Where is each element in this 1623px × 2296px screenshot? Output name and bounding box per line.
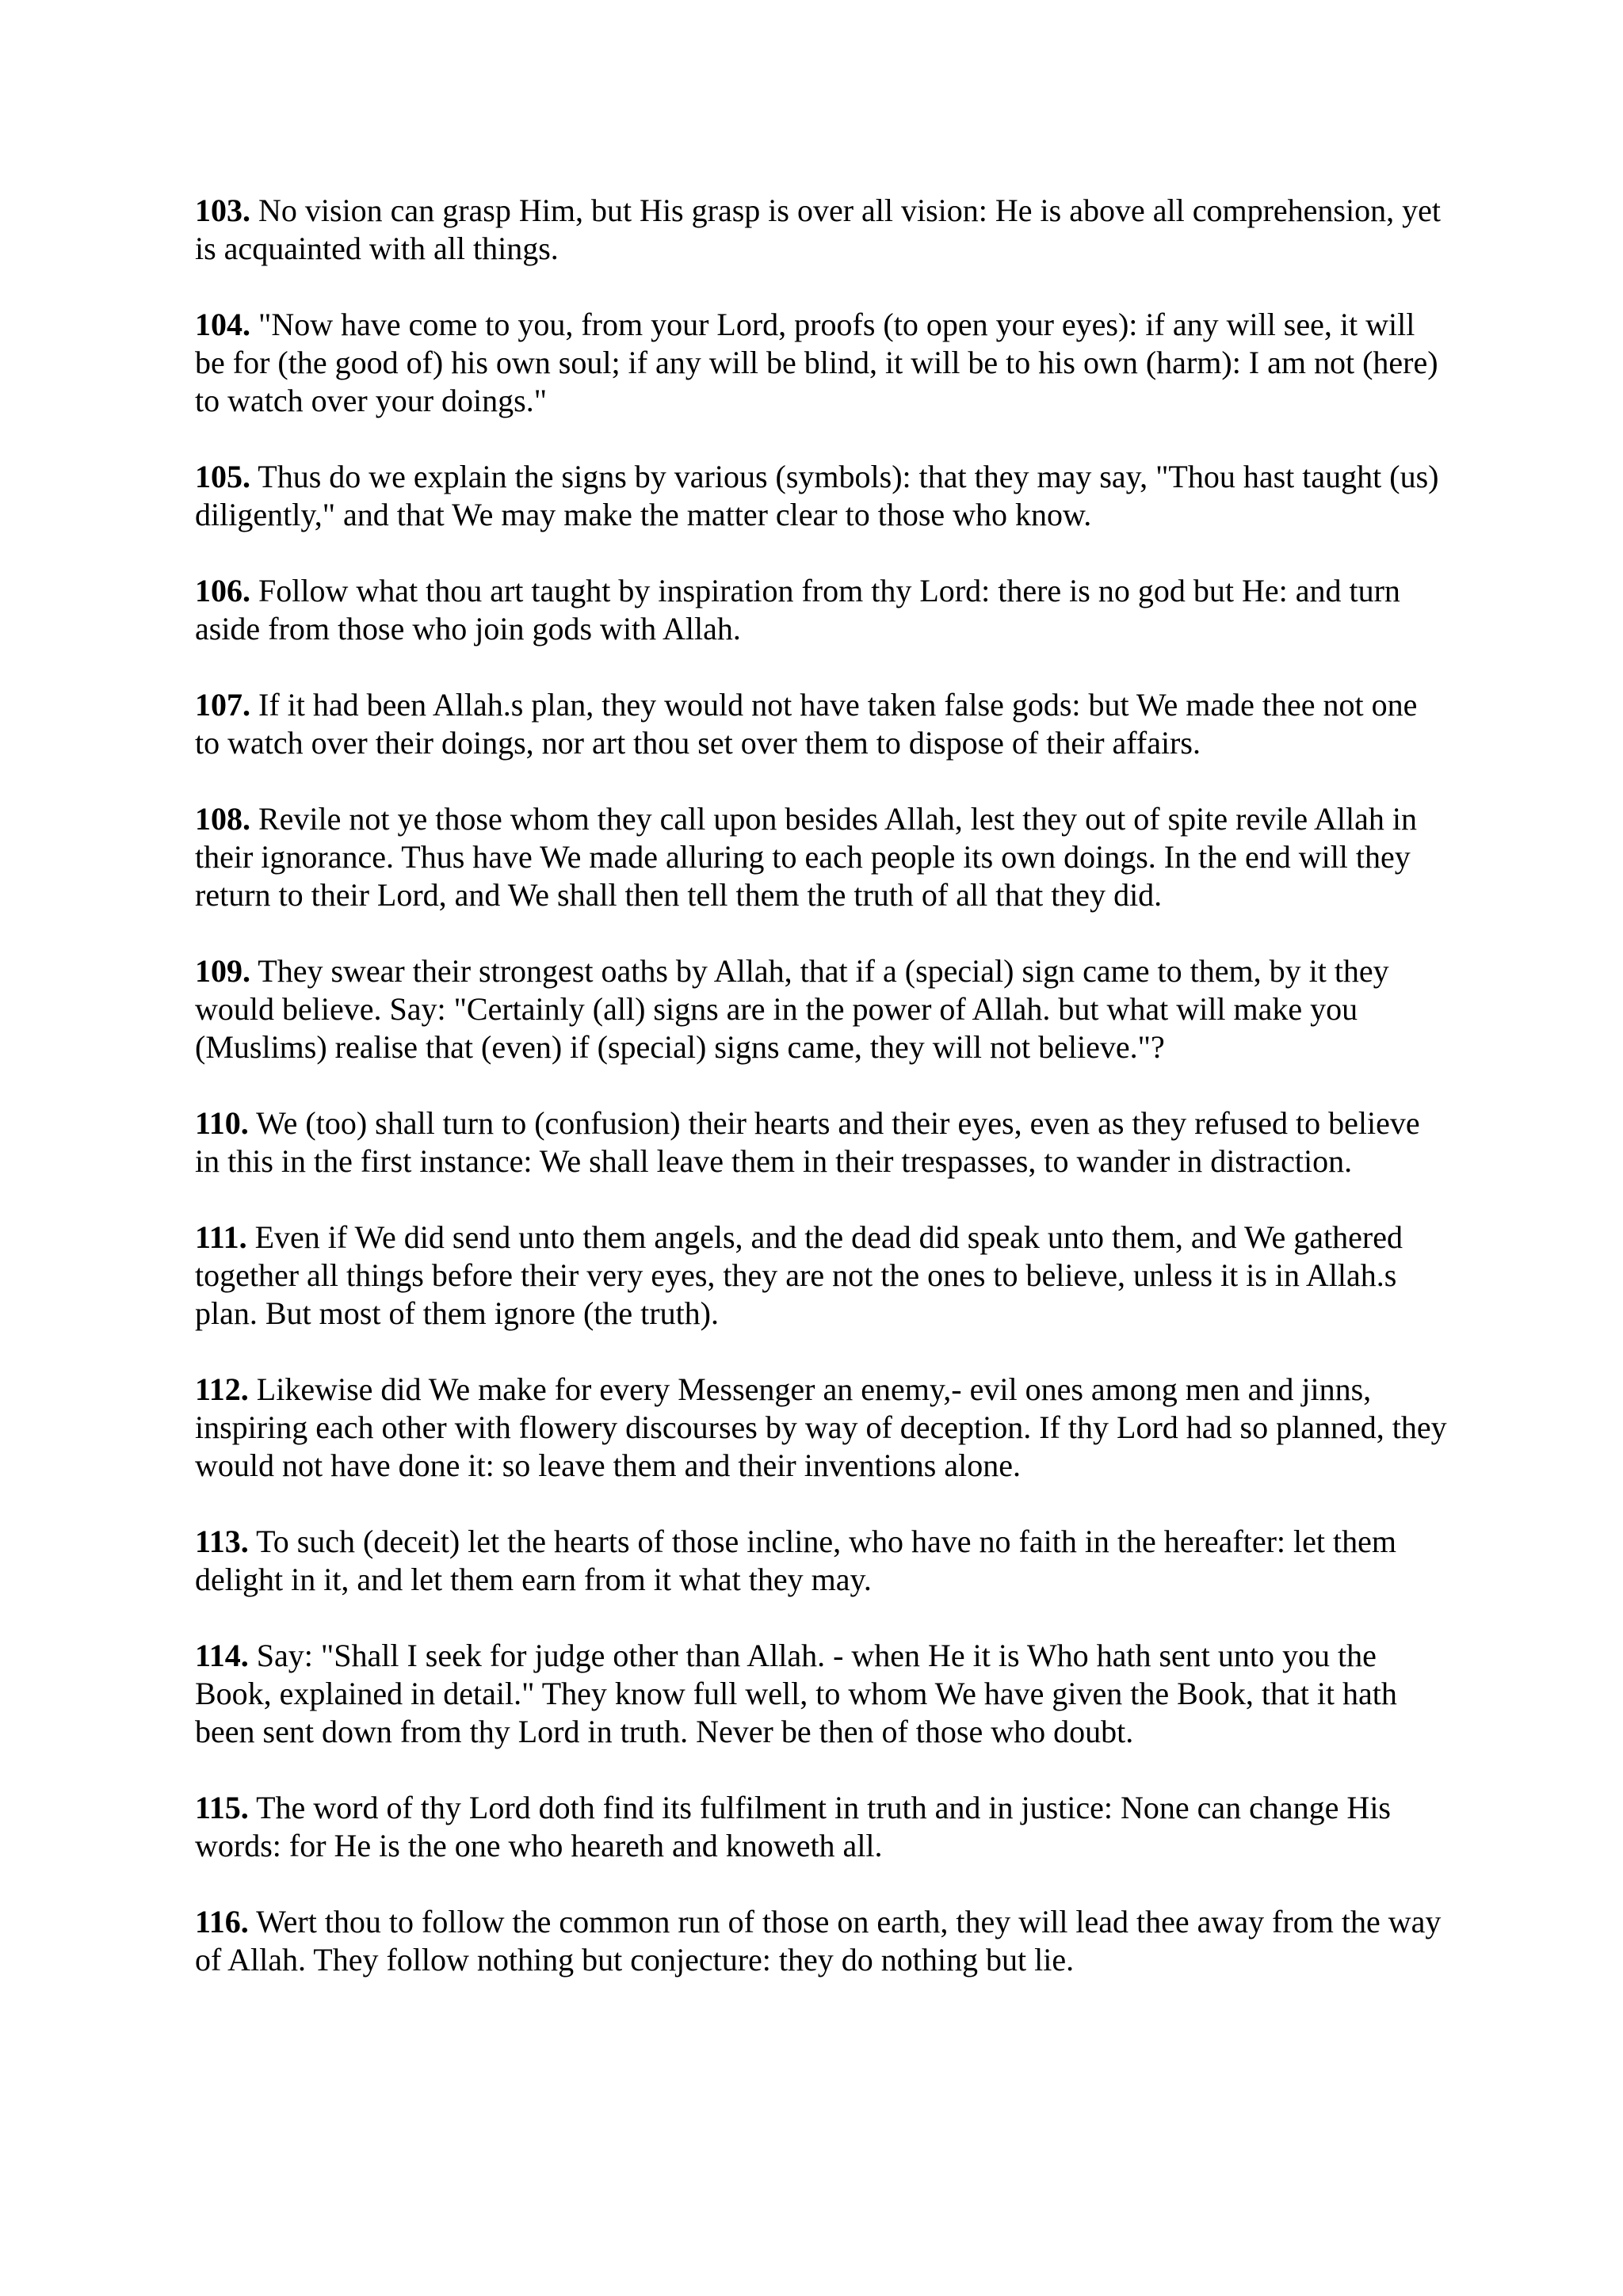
verse-107: [195, 686, 1447, 762]
verse-number: 109.: [195, 953, 250, 989]
verse-111: [195, 1219, 1447, 1333]
verse-number: 103.: [195, 193, 250, 228]
verse-text: They swear their strongest oaths by Allah, that if a (special) sign came to them, by it they would believe. Say: "Certainly (all) signs are in the power of Allah. but what will make you (Muslims) realise that (even) if (special) signs came, they will not believe."?: [195, 953, 1389, 1065]
verse-113: [195, 1523, 1447, 1599]
verse-108: [195, 800, 1447, 914]
verse-text: No vision can grasp Him, but His grasp is over all vision: He is above all comprehension, yet is acquainted with all things.: [195, 193, 1441, 266]
verse-text: Revile not ye those whom they call upon besides Allah, lest they out of spite revile Allah in their ignorance. Thus have We made alluring to each people its own doings. In the end will they return to their Lord, and We shall then tell them the truth of all that they did.: [195, 801, 1417, 913]
verse-text: Wert thou to follow the common run of those on earth, they will lead thee away from the way of Allah. They follow nothing but conjecture: they do nothing but lie.: [195, 1904, 1442, 1978]
verse-text: The word of thy Lord doth find its fulfilment in truth and in justice: None can change His words: for He is the one who heareth and knoweth all.: [195, 1790, 1391, 1863]
verse-text: Even if We did send unto them angels, and the dead did speak unto them, and We gathered together all things before their very eyes, they are not the ones to believe, unless it is in Allah.s plan. But most of them ignore (the truth).: [195, 1219, 1403, 1331]
verse-number: 111.: [195, 1219, 247, 1255]
verse-116: [195, 1903, 1447, 1979]
verse-text: Say: "Shall I seek for judge other than Allah. - when He it is Who hath sent unto you the Book, explained in detail." They know full well, to whom We have given the Book, that it hath been sent down from thy Lord in truth. Never be then of those who doubt.: [195, 1638, 1397, 1749]
verse-number: 110.: [195, 1105, 249, 1141]
verse-number: 105.: [195, 459, 250, 494]
verse-number: 115.: [195, 1790, 249, 1825]
verse-number: 113.: [195, 1524, 249, 1559]
verse-110: [195, 1104, 1447, 1180]
verse-text: Likewise did We make for every Messenger an enemy,- evil ones among men and jinns, inspiring each other with flowery discourses by way of deception. If thy Lord had so planned, they would not have done it: so leave them and their inventions alone.: [195, 1371, 1447, 1483]
verse-115: [195, 1789, 1447, 1865]
verse-114: [195, 1637, 1447, 1751]
verse-number: 108.: [195, 801, 250, 837]
verse-number: 106.: [195, 573, 250, 608]
verse-109: [195, 952, 1447, 1066]
verse-105: [195, 458, 1447, 534]
verse-text: We (too) shall turn to (confusion) their hearts and their eyes, even as they refused to believe in this in the first instance: We shall leave them in their trespasses, to wander in distraction.: [195, 1105, 1420, 1179]
verse-112: [195, 1371, 1447, 1485]
verse-103: [195, 192, 1447, 268]
verse-text: Follow what thou art taught by inspiration from thy Lord: there is no god but He: and turn aside from those who join gods with Allah.: [195, 573, 1400, 646]
verse-106: [195, 572, 1447, 648]
verse-text: Thus do we explain the signs by various (symbols): that they may say, "Thou hast taught (us) diligently," and that We may make the matter clear to those who know.: [195, 459, 1439, 532]
verse-text: To such (deceit) let the hearts of those incline, who have no faith in the hereafter: let them delight in it, and let them earn from it what they may.: [195, 1524, 1396, 1597]
verse-number: 104.: [195, 307, 250, 342]
verse-number: 107.: [195, 687, 250, 723]
verse-number: 112.: [195, 1371, 249, 1407]
verse-number: 116.: [195, 1904, 249, 1939]
verse-text: If it had been Allah.s plan, they would not have taken false gods: but We made thee not one to watch over their doings, nor art thou set over them to dispose of their affairs.: [195, 687, 1418, 761]
verse-text: "Now have come to you, from your Lord, proofs (to open your eyes): if any will see, it will be for (the good of) his own soul; if any will be blind, it will be to his own (harm): I am not (here) to watch over your doings.": [195, 307, 1438, 418]
verse-104: [195, 306, 1447, 420]
verse-list: [195, 192, 1447, 2017]
verse-number: 114.: [195, 1638, 249, 1673]
